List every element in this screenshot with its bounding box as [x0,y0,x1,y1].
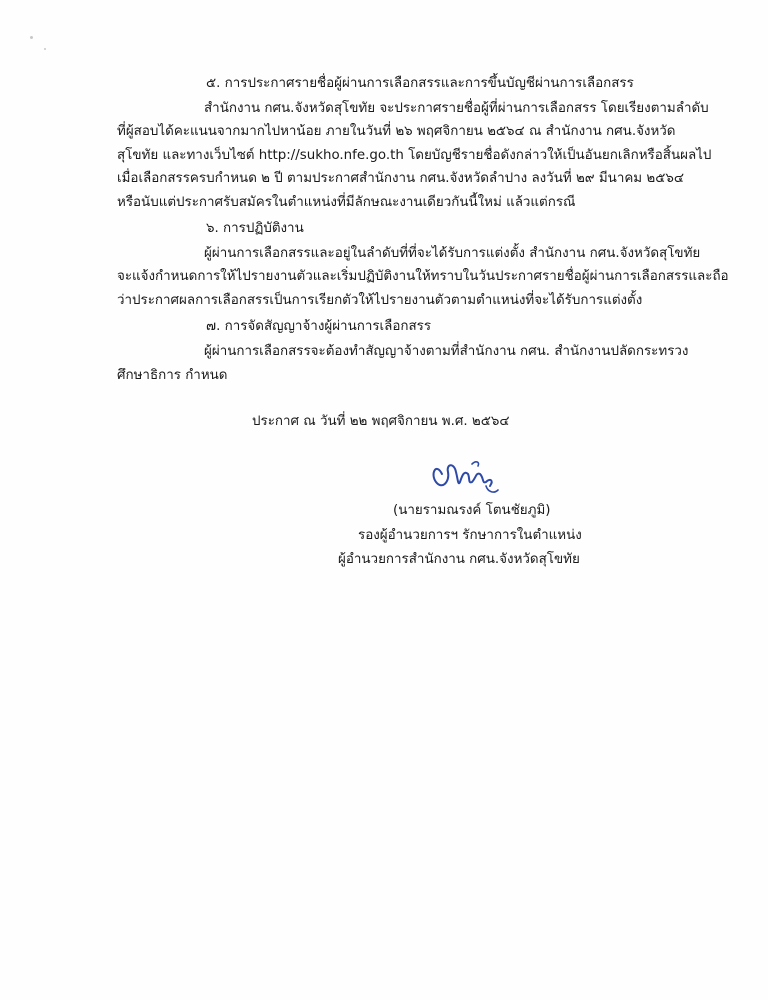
section7-line: ศึกษาธิการ กำหนด [117,368,228,383]
section7-line: ผู้ผ่านการเลือกสรรจะต้องทำสัญญาจ้างตามที่สำนักงาน กศน. สำนักงานปลัดกระทรวง [204,344,689,359]
signatory-position-line1: รองผู้อำนวยการฯ รักษาการในตำแหน่ง [358,528,582,543]
section5-line: สุโขทัย และทางเว็บไซต์ http://sukho.nfe.go.th โดยบัญชีรายชื่อดังกล่าวให้เป็นอันยกเลิกหรือสิ้นผลไป [117,148,712,163]
scan-speck [44,48,46,50]
section5-line: ที่ผู้สอบได้คะแนนจากมากไปหาน้อย ภายในวันที่ ๒๖ พฤศจิกายน ๒๕๖๔ ณ สำนักงาน กศน.จังหวัด [117,124,676,139]
section5-line: เมื่อเลือกสรรครบกำหนด ๒ ปี ตามประกาศสำนักงาน กศน.จังหวัดลำปาง ลงวันที่ ๒๙ มีนาคม ๒๕๖๔ [117,171,684,186]
announcement-date: ประกาศ ณ วันที่ ๒๒ พฤศจิกายน พ.ศ. ๒๕๖๔ [252,414,510,429]
section6-line: จะแจ้งกำหนดการให้ไปรายงานตัวและเริ่มปฏิบัติงานให้ทราบในวันประกาศรายชื่อผู้ผ่านการเลือกสรรและถือ [117,269,729,284]
signatory-position-line2: ผู้อำนวยการสำนักงาน กศน.จังหวัดสุโขทัย [338,552,580,567]
signatory-name: (นายรามณรงค์ โตนชัยภูมิ) [393,503,551,518]
section6-line: ผู้ผ่านการเลือกสรรและอยู่ในลำดับที่ที่จะได้รับการแต่งตั้ง สำนักงาน กศน.จังหวัดสุโขทัย [204,246,701,261]
section5-heading: ๕. การประกาศรายชื่อผู้ผ่านการเลือกสรรและการขึ้นบัญชีผ่านการเลือกสรร [206,76,634,91]
section6-line: ว่าประกาศผลการเลือกสรรเป็นการเรียกตัวให้ไปรายงานตัวตามตำแหน่งที่จะได้รับการแต่งตั้ง [117,293,643,308]
section6-heading: ๖. การปฏิบัติงาน [206,221,304,236]
section5-line: หรือนับแต่ประกาศรับสมัครในตำแหน่งที่มีลักษณะงานเดียวกันนี้ใหม่ แล้วแต่กรณี [117,195,576,210]
section5-line: สำนักงาน กศน.จังหวัดสุโขทัย จะประกาศรายชื่อผู้ที่ผ่านการเลือกสรร โดยเรียงตามลำดับ [204,101,709,116]
signature-image [428,452,508,498]
section7-heading: ๗. การจัดสัญญาจ้างผู้ผ่านการเลือกสรร [206,319,432,334]
scan-speck [30,36,33,39]
